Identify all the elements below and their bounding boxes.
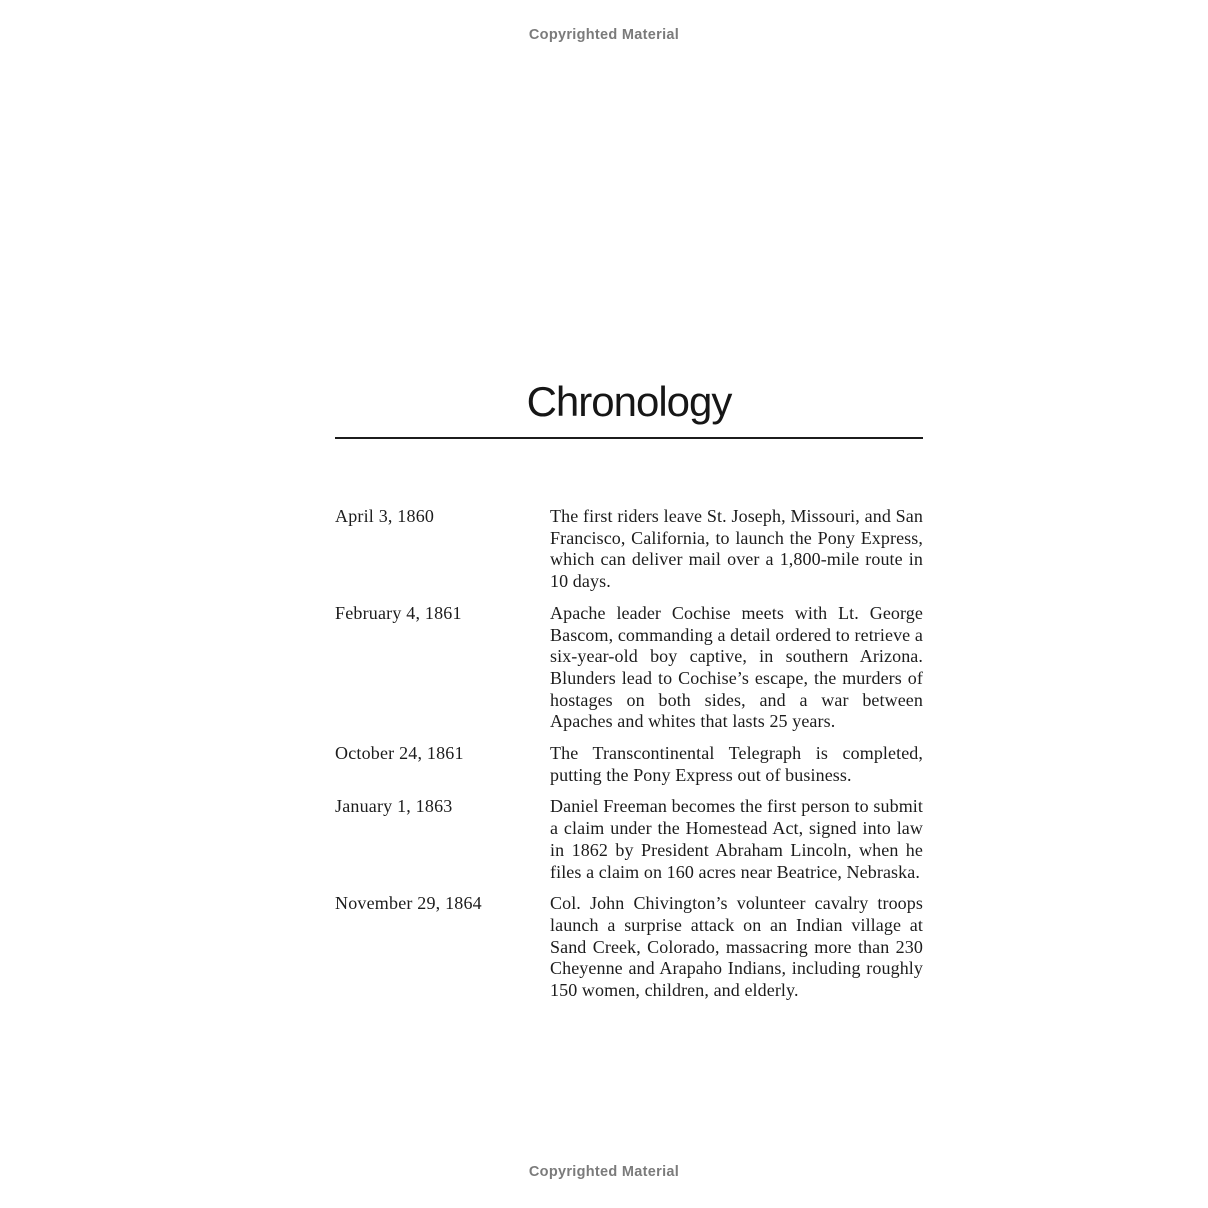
chronology-entry (335, 743, 923, 786)
entry-text: The Transcontinental Telegraph is completed, putting the Pony Express out of business. (550, 743, 923, 785)
page-title: Chronology (526, 378, 732, 425)
entry-date: November 29, 1864 (335, 893, 482, 914)
entry-text: The first riders leave St. Joseph, Missouri, and San Francisco, California, to launch the Pony Express, which can deliver mail over a 1,800-mile route in 10 days. (550, 506, 923, 592)
entry-date: October 24, 1861 (335, 743, 464, 764)
chronology-entry (335, 796, 923, 883)
chronology-entry (335, 506, 923, 593)
chronology-list (335, 506, 923, 1012)
entry-text: Col. John Chivington’s volunteer cavalry troops launch a surprise attack on an Indian village at Sand Creek, Colorado, massacring more than 230 Cheyenne and Arapaho Indians, including roughly 150 women, children, and elderly. (550, 893, 923, 1001)
entry-text: Apache leader Cochise meets with Lt. George Bascom, commanding a detail ordered to retrieve a six-year-old boy captive, in southern Arizona. Blunders lead to Cochise’s escape, the murders of hostages on both sides, and a war between Apaches and whites that lasts 25 years. (550, 602, 923, 732)
copyright-banner-top: Copyrighted Material (528, 27, 680, 43)
chronology-entry (335, 603, 923, 733)
entry-date: January 1, 1863 (335, 796, 453, 817)
title-divider-rule (335, 437, 923, 439)
entry-date: February 4, 1861 (335, 602, 462, 623)
chronology-entry (335, 893, 923, 1002)
entry-text: Daniel Freeman becomes the first person to submit a claim under the Homestead Act, signed into law in 1862 by President Abraham Lincoln, when he files a claim on 160 acres near Beatrice, Nebraska. (550, 796, 923, 882)
entry-date: April 3, 1860 (335, 506, 435, 526)
page-content (335, 0, 923, 1208)
copyright-banner-bottom: Copyrighted Material (528, 1164, 680, 1180)
